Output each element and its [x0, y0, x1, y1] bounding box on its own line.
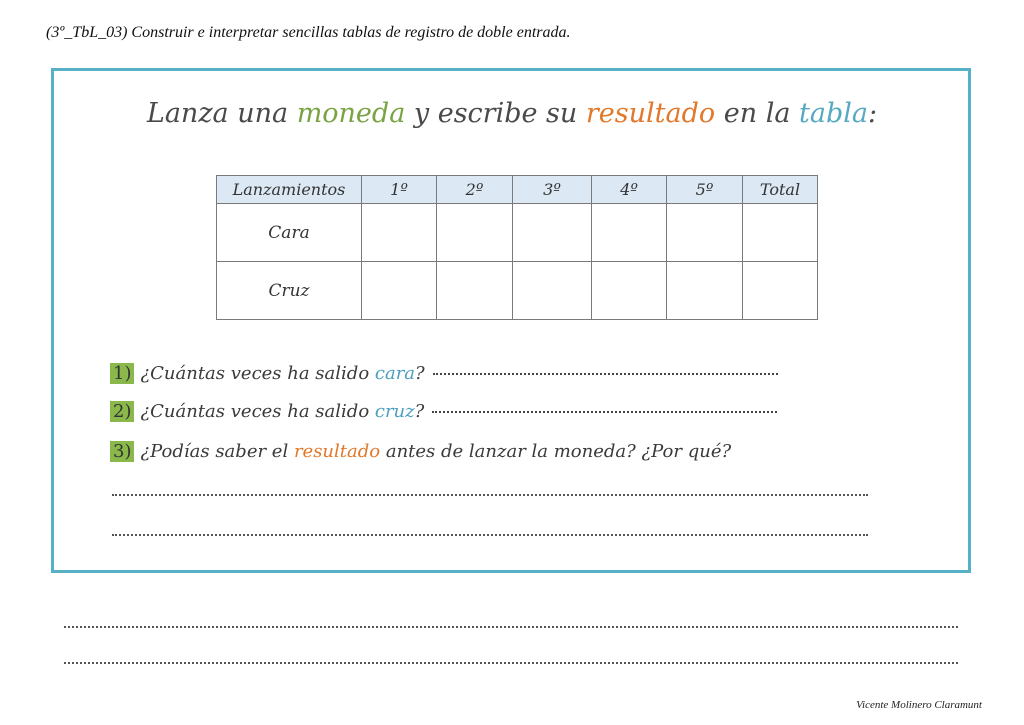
title-word-moneda: moneda	[296, 98, 406, 129]
cell-cruz-2[interactable]	[437, 262, 513, 320]
table-row	[217, 262, 818, 320]
cell-cara-total[interactable]	[743, 204, 818, 262]
author-credit: Vicente Molinero Claramunt	[856, 699, 982, 711]
table-header-row	[217, 176, 818, 204]
extra-answer-line-1[interactable]	[64, 626, 958, 628]
header-3: 3º	[513, 176, 592, 204]
cell-cara-4[interactable]	[592, 204, 667, 262]
question-3-answer-line-1[interactable]	[112, 494, 868, 496]
question-3-text: ¿Podías saber el	[140, 441, 294, 462]
question-3-end: antes de lanzar la moneda? ¿Por qué?	[380, 441, 732, 462]
header-2: 2º	[437, 176, 513, 204]
question-3-highlight: resultado	[293, 441, 381, 462]
title-text-3: en la	[715, 98, 800, 129]
question-1-number: 1)	[110, 363, 134, 384]
cell-cara-3[interactable]	[513, 204, 592, 262]
cell-cruz-5[interactable]	[667, 262, 743, 320]
activity-frame	[51, 68, 971, 573]
header-lanzamientos: Lanzamientos	[217, 176, 362, 204]
cell-cruz-1[interactable]	[362, 262, 437, 320]
title-word-resultado: resultado	[585, 98, 716, 129]
title-word-tabla: tabla	[799, 98, 868, 129]
row-label-cara: Cara	[217, 204, 362, 262]
header-total: Total	[743, 176, 818, 204]
question-2	[110, 401, 777, 422]
question-3-number: 3)	[110, 441, 134, 462]
row-label-cruz: Cruz	[217, 262, 362, 320]
activity-title	[0, 98, 1024, 129]
cell-cruz-3[interactable]	[513, 262, 592, 320]
question-1-answer-line[interactable]	[433, 373, 778, 375]
question-2-answer-line[interactable]	[432, 411, 777, 413]
question-1-end: ?	[415, 363, 425, 384]
page-header: (3º_TbL_03) Construir e interpretar sencillas tablas de registro de doble entrada.	[46, 24, 571, 41]
extra-answer-line-2[interactable]	[64, 662, 958, 664]
question-2-highlight: cruz	[374, 401, 415, 422]
question-3	[110, 441, 731, 462]
question-2-text: ¿Cuántas veces ha salido	[140, 401, 375, 422]
header-5: 5º	[667, 176, 743, 204]
question-1-highlight: cara	[374, 363, 416, 384]
question-2-number: 2)	[110, 401, 134, 422]
question-2-end: ?	[414, 401, 425, 422]
cell-cara-5[interactable]	[667, 204, 743, 262]
header-4: 4º	[592, 176, 667, 204]
question-1	[110, 363, 778, 384]
record-table	[216, 175, 818, 320]
question-3-answer-line-2[interactable]	[112, 534, 868, 536]
cell-cruz-4[interactable]	[592, 262, 667, 320]
question-1-text: ¿Cuántas veces ha salido	[140, 363, 375, 384]
cell-cara-1[interactable]	[362, 204, 437, 262]
title-text-1: Lanza una	[146, 98, 297, 129]
cell-cara-2[interactable]	[437, 204, 513, 262]
title-text-2: y escribe su	[405, 98, 586, 129]
cell-cruz-total[interactable]	[743, 262, 818, 320]
title-text-4: :	[867, 98, 878, 129]
header-1: 1º	[362, 176, 437, 204]
table-row	[217, 204, 818, 262]
